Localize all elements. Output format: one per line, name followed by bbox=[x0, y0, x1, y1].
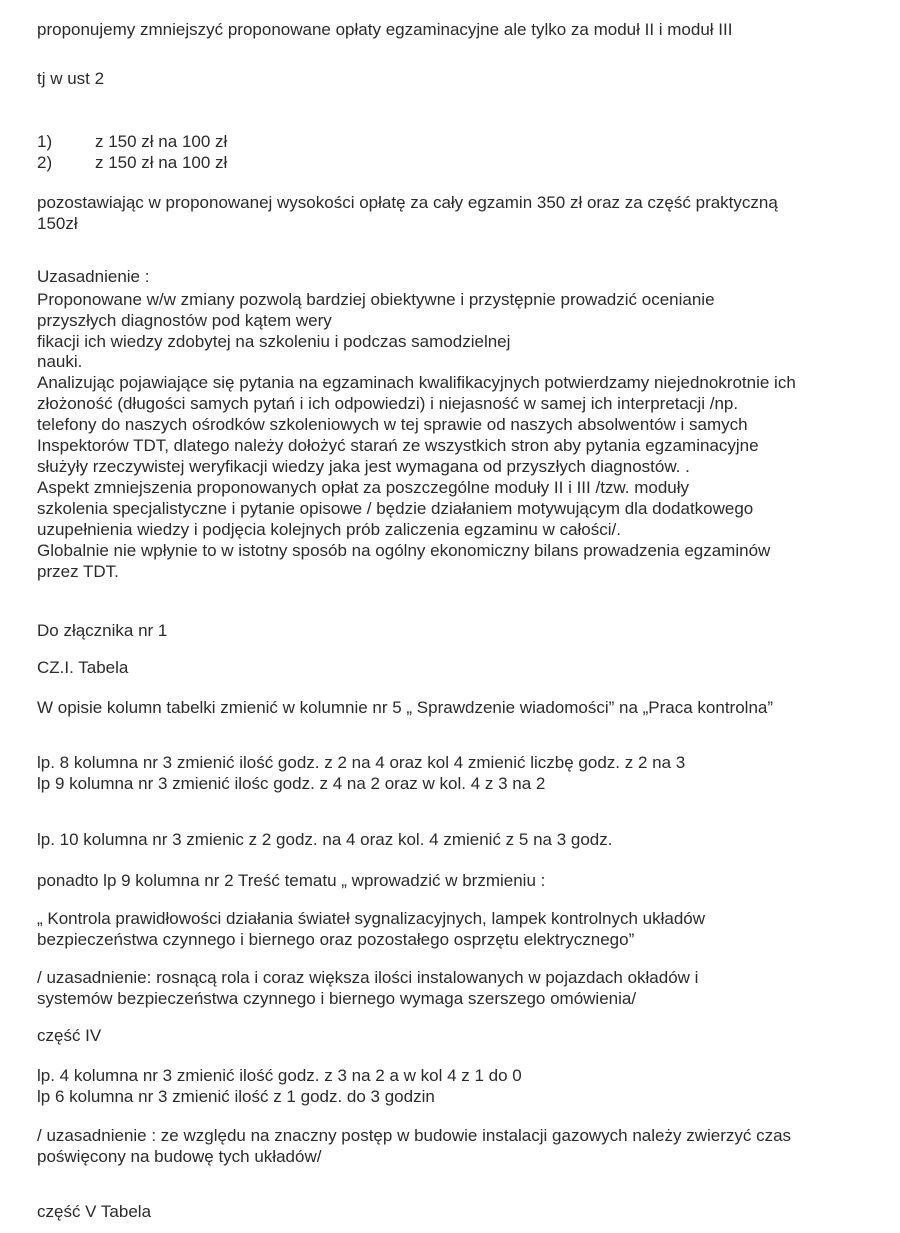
column-change-line: W opisie kolumn tabelki zmienić w kolumnie nr 5 „ Sprawdzenie wiadomości” na „Praca kontrolna” bbox=[37, 698, 774, 717]
part-4-title: część IV bbox=[37, 1026, 102, 1045]
justification-heading: Uzasadnienie : bbox=[37, 267, 150, 286]
justification-2-line-1: / uzasadnienie : ze względu na znaczny postęp w budowie instalacji gazowych należy zwierzyć czas bbox=[37, 1126, 792, 1145]
justification-line: złożoność (długości samych pytań i ich odpowiedzi) i niejasność w samej ich interpretacji /np. bbox=[37, 394, 739, 413]
list-item-text: z 150 zł na 100 zł bbox=[95, 132, 228, 151]
justification-line: Globalnie nie wpłynie to w istotny sposób na ogólny ekonomiczny bilans prowadzenia egzaminów bbox=[37, 541, 771, 560]
justification-line: szkolenia specjalistyczne i pytanie opisowe / będzie działaniem motywującym dla dodatkowego bbox=[37, 499, 754, 518]
justification-1-line-1: / uzasadnienie: rosnącą rola i coraz większa ilości instalowanych w pojazdach okładów i bbox=[37, 968, 699, 987]
justification-line: fikacji ich wiedzy zdobytej na szkoleniu i podczas samodzielnej bbox=[37, 332, 511, 351]
proposal-line-2: tj w ust 2 bbox=[37, 69, 105, 88]
list-item-text: z 150 zł na 100 zł bbox=[95, 153, 228, 172]
lp-8-line: lp. 8 kolumna nr 3 zmienić ilość godz. z 2 na 4 oraz kol 4 zmienić liczbę godz. z 2 na 3 bbox=[37, 753, 686, 772]
justification-line: uzupełnienia wiedzy i podjęcia kolejnych prób zaliczenia egzaminu w całości/. bbox=[37, 520, 621, 539]
justification-line: Aspekt zmniejszenia proponowanych opłat za poszczególne moduły II i III /tzw. moduły bbox=[37, 478, 690, 497]
justification-line: służyły rzeczywistej weryfikacji wiedzy jaka jest wymagana od przyszłych diagnostów. . bbox=[37, 457, 690, 476]
lp-9-line: lp 9 kolumna nr 3 zmienić ilośc godz. z 4 na 2 oraz w kol. 4 z 3 na 2 bbox=[37, 774, 546, 793]
proposal-line-1: proponujemy zmniejszyć proponowane opłaty egzaminacyjne ale tylko za moduł II i moduł III bbox=[37, 20, 733, 39]
justification-line: Proponowane w/w zmiany pozwolą bardziej obiektywne i przystępnie prowadzić ocenianie bbox=[37, 290, 715, 309]
attachment-heading: Do złącznika nr 1 bbox=[37, 621, 168, 640]
justification-line: nauki. bbox=[37, 352, 83, 371]
justification-line: Inspektorów TDT, dlatego należy dołożyć starań ze wszystkich stron aby pytania egzaminacyjne bbox=[37, 436, 759, 455]
justification-2-line-2: poświęcony na budowę tych układów/ bbox=[37, 1147, 322, 1166]
list-item-number: 1) bbox=[37, 132, 53, 151]
remainder-line-1: pozostawiając w proponowanej wysokości opłatę za cały egzamin 350 zł oraz za część praktyczną bbox=[37, 193, 778, 212]
part-5-title: część V Tabela bbox=[37, 1202, 152, 1221]
list-item-number: 2) bbox=[37, 153, 53, 172]
lp-9-topic-line: ponadto lp 9 kolumna nr 2 Treść tematu „ wprowadzić w brzmieniu : bbox=[37, 871, 546, 890]
justification-1-line-2: systemów bezpieczeństwa czynnego i biernego wymaga szerszego omówienia/ bbox=[37, 989, 637, 1008]
part-4-lp-4-line: lp. 4 kolumna nr 3 zmienić ilość godz. z 3 na 2 a w kol 4 z 1 do 0 bbox=[37, 1066, 522, 1085]
part-4-lp-6-line: lp 6 kolumna nr 3 zmienić ilość z 1 godz. do 3 godzin bbox=[37, 1087, 435, 1106]
part-1-title: CZ.I. Tabela bbox=[37, 658, 129, 677]
justification-line: przez TDT. bbox=[37, 562, 119, 581]
justification-line: przyszłych diagnostów pod kątem wery bbox=[37, 311, 332, 330]
justification-line: telefony do naszych ośrodków szkoleniowych w tej sprawie od naszych absolwentów i samych bbox=[37, 415, 748, 434]
lp-10-line: lp. 10 kolumna nr 3 zmienic z 2 godz. na 4 oraz kol. 4 zmienić z 5 na 3 godz. bbox=[37, 830, 613, 849]
remainder-line-2: 150zł bbox=[37, 214, 78, 233]
topic-line-1: „ Kontrola prawidłowości działania świateł sygnalizacyjnych, lampek kontrolnych układów bbox=[37, 909, 706, 928]
justification-line: Analizując pojawiające się pytania na egzaminach kwalifikacyjnych potwierdzamy niejednokrotnie ich bbox=[37, 373, 796, 392]
topic-line-2: bezpieczeństwa czynnego i biernego oraz pozostałego osprzętu elektrycznego” bbox=[37, 930, 635, 949]
